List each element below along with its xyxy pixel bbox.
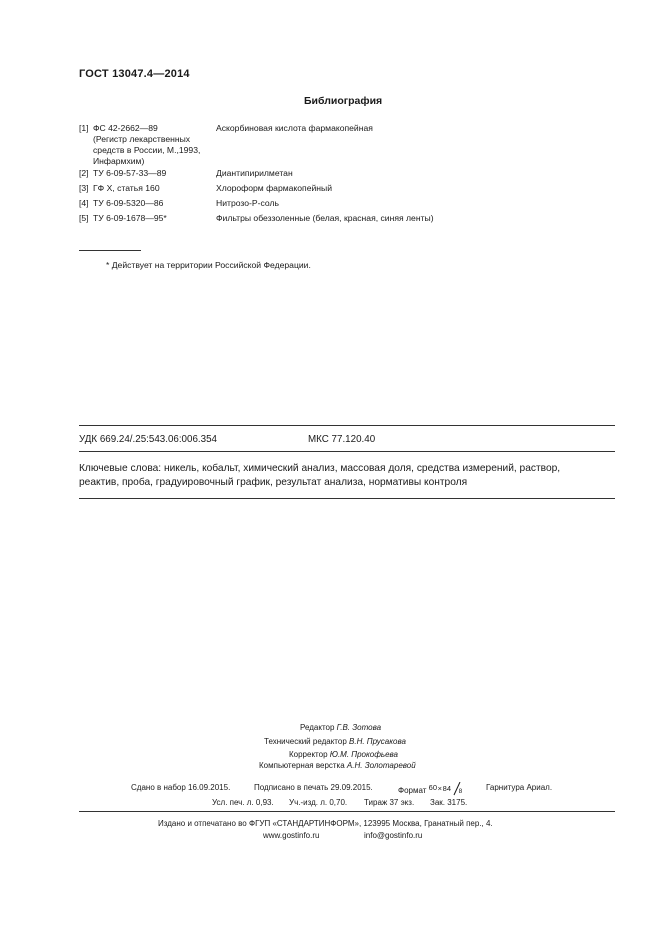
editor-label: Редактор	[300, 723, 335, 732]
layout-name: А.Н. Золотаревой	[346, 761, 416, 770]
corrector-name: Ю.М. Прокофьева	[329, 750, 398, 759]
mks-code: МКС 77.120.40	[308, 434, 376, 445]
layout-label: Компьютерная верстка	[259, 761, 345, 770]
publisher-website[interactable]: www.gostinfo.ru	[263, 831, 320, 840]
bib-item-reference: ФС 42-2662—89	[93, 123, 158, 133]
bib-item-reference: ТУ 6-09-57-33—89	[93, 168, 167, 178]
bib-item-description: Фильтры обеззоленные (белая, красная, синяя ленты)	[216, 213, 434, 223]
bib-item-description: Аскорбиновая кислота фармакопейная	[216, 123, 373, 133]
format-b: 84	[442, 784, 451, 793]
publisher-line: Издано и отпечатано во ФГУП «СТАНДАРТИНФОРМ», 123995 Москва, Гранатный пер., 4.	[158, 819, 493, 828]
corrector-credit	[289, 750, 398, 759]
publishing-sheets: Уч.-изд. л. 0,70.	[289, 798, 348, 807]
document-standard-header: ГОСТ 13047.4—2014	[79, 68, 190, 80]
keywords	[79, 462, 560, 490]
footnote: * Действует на территории Российской Федерации.	[106, 260, 311, 270]
bib-item-number: [2]	[79, 168, 89, 178]
print-run: Тираж 37 экз.	[364, 798, 415, 807]
signed-date: Подписано в печать 29.09.2015.	[254, 783, 373, 792]
bib-item-description: Нитрозо-Р-соль	[216, 198, 279, 208]
format-x: ×	[437, 784, 443, 793]
editor-credit	[300, 723, 381, 732]
format-label: Формат	[398, 786, 427, 795]
bib-item-description: Хлороформ фармакопейный	[216, 183, 333, 193]
footnote-divider	[79, 250, 141, 251]
tech-editor-label: Технический редактор	[264, 737, 347, 746]
keywords-line: реактив, проба, градуировочный график, результат анализа, нормативы контроля	[79, 477, 468, 488]
bib-item-number: [3]	[79, 183, 89, 193]
print-sheets: Усл. печ. л. 0,93.	[212, 798, 274, 807]
order-number: Зак. 3175.	[430, 798, 468, 807]
corrector-label: Корректор	[289, 750, 328, 759]
bib-item-reference: (Регистр лекарственных	[93, 134, 191, 144]
format-a: 60	[428, 783, 437, 792]
layout-credit	[259, 761, 416, 770]
udc-code: УДК 669.24/.25:543.06:006.354	[79, 434, 217, 445]
bib-item-reference: ТУ 6-09-5320—86	[93, 198, 164, 208]
bibliography-title: Библиография	[304, 95, 383, 107]
bib-item-number: [5]	[79, 213, 89, 223]
editor-name: Г.В. Зотова	[336, 723, 382, 732]
tech-editor-credit	[264, 737, 406, 746]
classification-bottom-rule	[79, 451, 615, 452]
bib-item-reference: Инфармхим)	[93, 156, 145, 166]
submitted-date: Сдано в набор 16.09.2015.	[131, 783, 231, 792]
format-c: 8	[458, 788, 463, 795]
imprint-rule	[79, 811, 615, 812]
classification-top-rule	[79, 425, 615, 426]
tech-editor-name: В.Н. Прусакова	[349, 737, 406, 746]
bib-item-reference: ГФ Х, статья 160	[93, 183, 160, 193]
bib-item-reference: ТУ 6-09-1678—95*	[93, 213, 167, 223]
bib-item-reference: средств в России, М.,1993,	[93, 145, 201, 155]
bib-item-description: Диантипирилметан	[216, 168, 293, 178]
bib-item-number: [4]	[79, 198, 89, 208]
format-fraction	[429, 783, 469, 793]
keywords-bottom-rule	[79, 498, 615, 499]
publisher-email[interactable]: info@gostinfo.ru	[364, 831, 423, 840]
keywords-line: Ключевые слова: никель, кобальт, химический анализ, массовая доля, средства измерений, раствор,	[79, 463, 561, 474]
bib-item-number: [1]	[79, 123, 89, 133]
typeface: Гарнитура Ариал.	[486, 783, 553, 792]
format-info	[398, 783, 469, 795]
